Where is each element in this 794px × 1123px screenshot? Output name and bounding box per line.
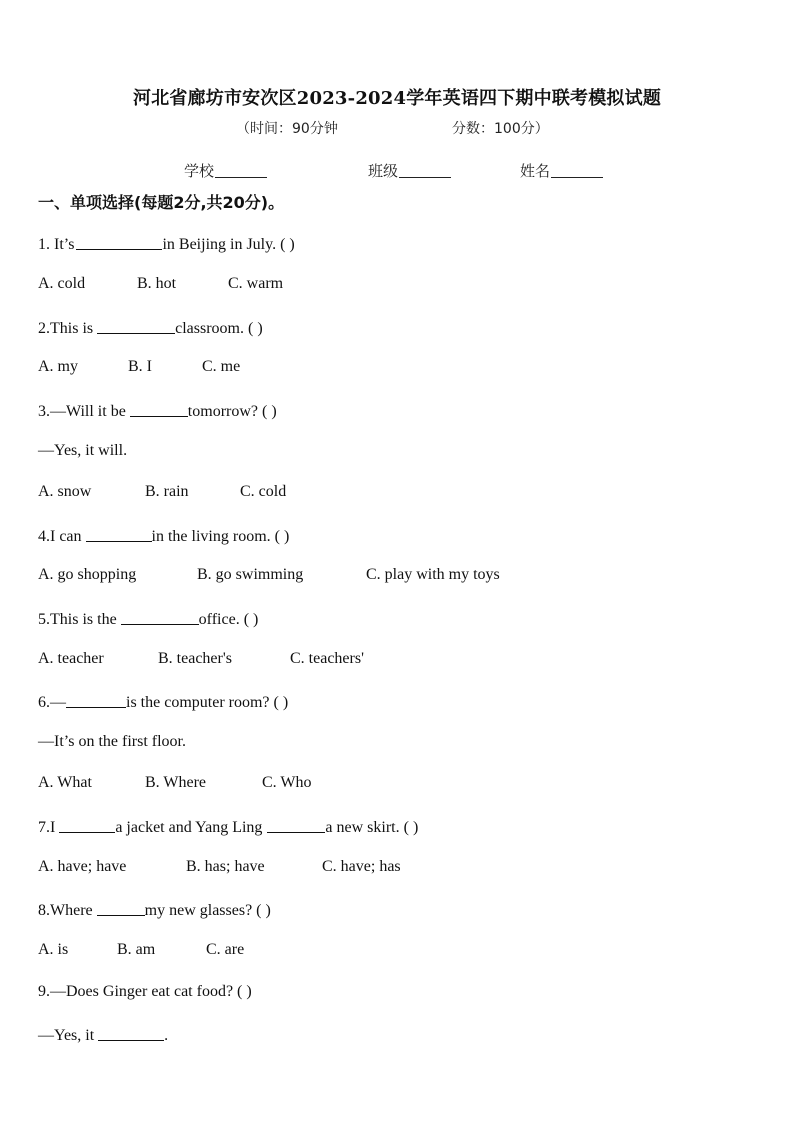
name-label: 姓名 [520,162,551,180]
option[interactable]: C. warm [228,275,284,292]
answer-blank[interactable] [121,608,199,625]
option[interactable]: A. What [38,774,92,791]
question-text: a new skirt. ( ) [325,819,419,836]
question-6 [38,691,288,712]
option[interactable]: B. has; have [186,858,265,875]
option[interactable]: B. rain [145,483,189,500]
option[interactable]: B. Where [145,774,207,791]
question-text: 3.—Will it be [38,403,126,420]
class-blank[interactable] [399,161,451,178]
answer-line [38,1024,168,1045]
question-text: in the living room. ( ) [151,528,290,545]
exam-time: （时间：90分钟 [236,121,338,137]
answer-blank[interactable] [86,525,152,542]
answer-blank[interactable] [97,317,175,334]
question-5 [38,608,258,629]
option[interactable]: A. is [38,941,69,958]
page-title: 河北省廊坊市安次区2023-2024学年英语四下期中联考模拟试题 [132,88,662,109]
option[interactable]: C. Who [262,774,312,791]
question-2 [38,317,263,338]
section-title: 一、单项选择(每题2分,共20分)。 [38,193,285,212]
exam-score: 分数：100分） [452,121,549,137]
option[interactable]: A. teacher [38,650,104,667]
question-3 [38,400,277,421]
option[interactable]: C. cold [240,483,287,500]
answer-line: —Yes, it will. [38,442,128,459]
answer-blank[interactable] [97,899,145,916]
class-field [368,160,451,181]
school-label: 学校 [184,162,215,180]
question-text: is the computer room? ( ) [126,694,289,711]
question-text: 5.This is the [38,611,117,628]
option[interactable]: B. am [117,941,156,958]
name-field [520,160,603,181]
question-text: 2.This is [38,320,94,337]
question-8 [38,899,271,920]
option[interactable]: C. have; has [322,858,401,875]
answer-blank[interactable] [76,233,162,250]
option[interactable]: B. I [128,358,152,375]
question-4 [38,525,289,546]
option[interactable]: C. me [202,358,241,375]
school-field [184,160,267,181]
option[interactable]: A. cold [38,275,86,292]
answer-blank[interactable] [59,816,115,833]
question-text: 8.Where [38,902,93,919]
question-text: tomorrow? ( ) [187,403,277,420]
question-text: 6.— [38,694,66,711]
question-text: . [164,1027,169,1044]
question-text: office. ( ) [198,611,259,628]
school-blank[interactable] [215,161,267,178]
option[interactable]: C. play with my toys [366,566,500,583]
answer-blank[interactable] [130,400,188,417]
answer-blank[interactable] [66,691,126,708]
option[interactable]: C. are [206,941,245,958]
option[interactable]: A. go shopping [38,566,137,583]
question-text: 1. It’s [38,236,75,253]
question-text: my new glasses? ( ) [144,902,271,919]
question-text: —Yes, it [38,1027,95,1044]
question-9: 9.—Does Ginger eat cat food? ( ) [38,983,252,1000]
option[interactable]: C. teachers' [290,650,364,667]
question-1 [38,233,295,254]
question-text: 7.I [38,819,56,836]
answer-line: —It’s on the first floor. [38,733,186,750]
answer-blank[interactable] [267,816,325,833]
option[interactable]: B. teacher's [158,650,232,667]
answer-blank[interactable] [98,1024,164,1041]
question-text: in Beijing in July. ( ) [162,236,295,253]
question-text: classroom. ( ) [175,320,263,337]
class-label: 班级 [368,162,399,180]
question-7 [38,816,418,837]
option[interactable]: A. have; have [38,858,127,875]
name-blank[interactable] [551,161,603,178]
option[interactable]: B. go swimming [197,566,304,583]
option[interactable]: B. hot [137,275,177,292]
question-text: 4.I can [38,528,82,545]
question-text: a jacket and Yang Ling [115,819,263,836]
option[interactable]: A. my [38,358,78,375]
option[interactable]: A. snow [38,483,92,500]
